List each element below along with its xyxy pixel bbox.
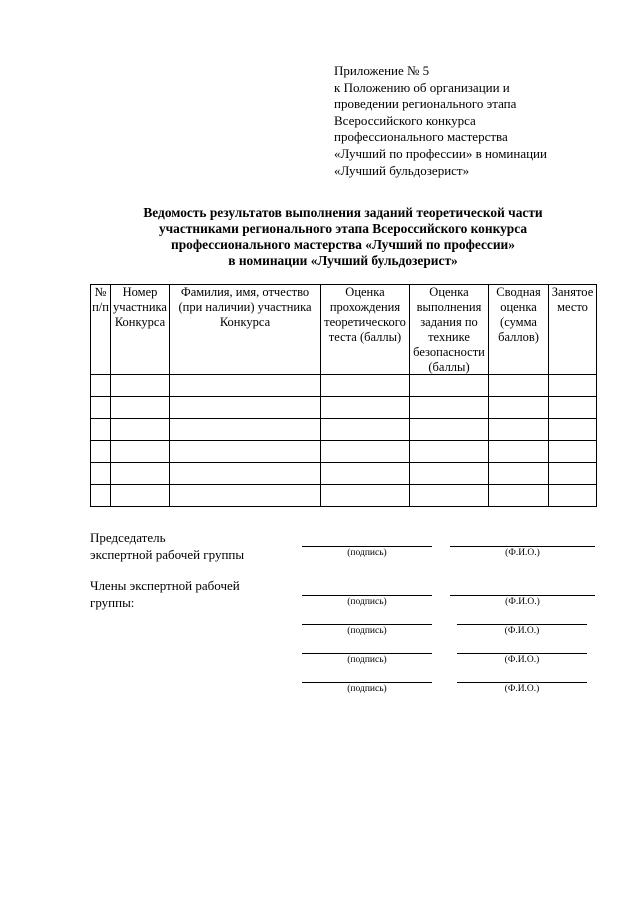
table-cell xyxy=(410,397,489,419)
name-caption: (Ф.И.О.) xyxy=(505,548,540,558)
member-name-line xyxy=(457,624,587,625)
header-safety-score: Оценка выполнения задания по технике безопасности (баллы) xyxy=(410,285,489,375)
member-name-line xyxy=(457,682,587,683)
table-cell xyxy=(489,485,549,507)
table-header-row xyxy=(91,285,597,375)
header-total-score: Сводная оценка (сумма баллов) xyxy=(489,285,549,375)
header-number: № п/п xyxy=(91,285,111,375)
header-full-name: Фамилия, имя, отчество (при наличии) участника Конкурса xyxy=(170,285,321,375)
table-cell xyxy=(91,397,111,419)
name-caption: (Ф.И.О.) xyxy=(505,597,540,607)
table-row xyxy=(91,375,597,397)
table-row xyxy=(91,419,597,441)
table-cell xyxy=(111,419,170,441)
document-title xyxy=(60,205,626,269)
header-participant-number: Номер участника Конкурса xyxy=(111,285,170,375)
table-cell xyxy=(91,419,111,441)
name-caption: (Ф.И.О.) xyxy=(504,626,540,636)
table-cell xyxy=(410,375,489,397)
table-cell xyxy=(321,463,410,485)
signature-caption: (подпись) xyxy=(347,597,387,607)
chair-label xyxy=(90,530,244,564)
results-table xyxy=(90,284,597,507)
table-cell xyxy=(321,419,410,441)
appendix-line: Всероссийского конкурса xyxy=(334,112,476,128)
table-cell xyxy=(111,463,170,485)
appendix-line: «Лучший бульдозерист» xyxy=(334,162,470,178)
member-name-line xyxy=(457,653,587,654)
table-cell xyxy=(410,485,489,507)
chair-label-line: Председатель xyxy=(90,530,166,545)
table-cell xyxy=(170,397,321,419)
table-cell xyxy=(91,441,111,463)
member-signature-line xyxy=(302,595,432,596)
table-row xyxy=(91,441,597,463)
appendix-line: к Положению об организации и xyxy=(334,79,510,95)
table-cell xyxy=(111,397,170,419)
table-cell xyxy=(410,441,489,463)
table-cell xyxy=(489,397,549,419)
table-cell xyxy=(170,485,321,507)
table-cell xyxy=(549,441,597,463)
table-cell xyxy=(410,463,489,485)
table-cell xyxy=(91,375,111,397)
signature-caption: (подпись) xyxy=(347,655,387,665)
table-cell xyxy=(549,397,597,419)
chair-label-line: экспертной рабочей группы xyxy=(90,546,245,562)
table-row xyxy=(91,485,597,507)
signature-caption: (подпись) xyxy=(347,626,387,636)
table-cell xyxy=(111,485,170,507)
appendix-line: профессионального мастерства xyxy=(334,129,508,145)
signature-caption: (подпись) xyxy=(347,548,387,558)
table-cell xyxy=(410,419,489,441)
chair-name-line xyxy=(450,546,595,547)
members-label-line: Члены экспертной рабочей xyxy=(90,578,240,593)
title-line: Ведомость результатов выполнения заданий теоретической части xyxy=(143,205,543,220)
appendix-header xyxy=(334,63,624,179)
title-line: профессионального мастерства «Лучший по профессии» xyxy=(171,237,515,252)
table-cell xyxy=(170,419,321,441)
members-label xyxy=(90,578,240,612)
appendix-line: Приложение № 5 xyxy=(334,63,430,78)
table-cell xyxy=(489,419,549,441)
table-cell xyxy=(549,463,597,485)
chair-signature-line xyxy=(302,546,432,547)
table-row xyxy=(91,397,597,419)
table-cell xyxy=(111,441,170,463)
table-cell xyxy=(170,463,321,485)
table-cell xyxy=(170,375,321,397)
table-cell xyxy=(489,441,549,463)
table-cell xyxy=(549,375,597,397)
table-cell xyxy=(489,375,549,397)
table-cell xyxy=(549,485,597,507)
member-signature-line xyxy=(302,682,432,683)
table-cell xyxy=(489,463,549,485)
table-cell xyxy=(321,441,410,463)
table-cell xyxy=(321,485,410,507)
member-name-line xyxy=(450,595,595,596)
table-cell xyxy=(549,419,597,441)
table-cell xyxy=(91,485,111,507)
signature-caption: (подпись) xyxy=(347,684,387,694)
table-cell xyxy=(321,375,410,397)
table-cell xyxy=(111,375,170,397)
name-caption: (Ф.И.О.) xyxy=(504,684,540,694)
header-place: Занятое место xyxy=(549,285,597,375)
table-cell xyxy=(170,441,321,463)
table-cell xyxy=(321,397,410,419)
title-line: в номинации «Лучший бульдозерист» xyxy=(228,253,458,268)
title-line: участниками регионального этапа Всероссийского конкурса xyxy=(158,221,528,236)
member-signature-line xyxy=(302,624,432,625)
table-row xyxy=(91,463,597,485)
name-caption: (Ф.И.О.) xyxy=(504,655,540,665)
member-signature-line xyxy=(302,653,432,654)
members-label-line: группы: xyxy=(90,594,135,610)
header-theory-score: Оценка прохождения теоретического теста (баллы) xyxy=(321,285,410,375)
table-cell xyxy=(91,463,111,485)
appendix-line: «Лучший по профессии» в номинации xyxy=(334,145,547,161)
appendix-line: проведении регионального этапа xyxy=(334,96,517,112)
